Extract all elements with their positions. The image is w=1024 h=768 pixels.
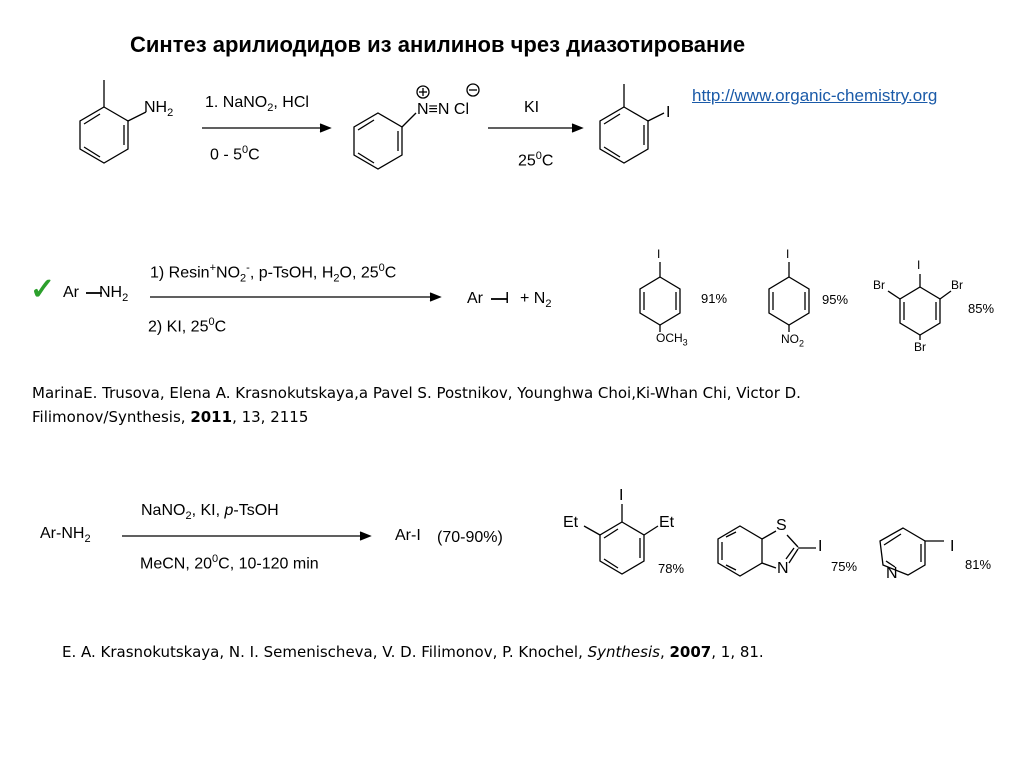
example-nitro-no2: $NO_2$ [781,332,805,349]
scheme2-conditions-line2: 2) KI, $25^0C$ [148,316,227,336]
example-anisole-och3: $OCH_3$ [656,331,688,348]
toluidine-ring [80,80,146,163]
scheme2-conditions-line1: 1) $Resin^+NO_2^-$, p-TsOH, $H_2O$, $25^0C$ [150,262,397,285]
source-link[interactable]: http://www.organic-chemistry.org [692,86,938,105]
iodoanisole-ring [640,262,680,332]
tribromoiodobenzene-ring [888,274,951,340]
reference-1-line2: Filimonov/Synthesis, 2011, 13, 2115 [32,408,309,426]
ki-reagent: KI [524,99,540,116]
example-benzothiazole-iodo: I [818,538,823,555]
iodotoluene-ring [600,84,664,163]
example-diethyl-et-right: Et [659,514,675,531]
example-tribromo-br-left: Br [873,278,885,292]
iodo-label: I [666,104,671,121]
page-title: Синтез арилиодидов из анилинов чрез диазотирование [130,32,746,57]
scheme3-conditions-bottom: MeCN, $20^0C$, 10-120 min [140,553,319,573]
yield-78: 78% [658,561,685,576]
ari-product-2: Ar-I [395,527,421,544]
example-pyridine-iodo: I [950,538,955,555]
reference-1-line1: MarinaE. Trusova, Elena A. Krasnokutskaya,a Pavel S. Postnikov, Younghwa Choi,Ki-Whan Chi, Victor D. [32,384,801,402]
yield-95: 95% [822,292,849,307]
step2-conditions: $25^0C$ [518,150,554,170]
example-anisole-iodo: I [657,247,661,261]
diazonium-ring [354,113,416,169]
arnh2-reactant: Ar $NH_2$ [63,284,129,305]
scheme3-conditions-top: NaNO$_2$, KI, p-TsOH [141,502,279,523]
ari-product: Ar I [467,290,510,307]
scheme3-yield-range: (70-90%) [437,529,503,546]
diethyliodobenzene-ring [584,504,658,574]
aniline-nh2-label: $NH_2$ [144,99,174,120]
n2-byproduct: + $N_2$ [520,290,552,311]
example-pyridine-n: N [886,565,898,582]
yield-85: 85% [968,301,995,316]
yield-75: 75% [831,559,858,574]
arnh2-reactant-2: $Ar-NH_2$ [40,525,91,546]
diazonium-label: N≡N Cl [417,101,469,118]
example-diethyl-iodo: I [619,487,624,504]
example-tribromo-br-right: Br [951,278,963,292]
example-benzothiazole-s: S [776,517,787,534]
yield-81: 81% [965,557,992,572]
reference-2: E. A. Krasnokutskaya, N. I. Semenischeva, V. D. Filimonov, P. Knochel, Synthesis, 2007, 1, 81. [62,643,764,661]
iodobenzothiazole-ring [718,526,816,576]
example-tribromo-iodo: I [917,258,921,272]
example-tribromo-br-bottom: Br [914,340,926,354]
yield-91: 91% [701,291,728,306]
example-nitro-iodo: I [786,247,790,261]
iodonitrobenzene-ring [769,262,809,332]
step1-reagent: 1. NaNO$_2$, HCl [205,94,309,115]
checkmark-icon: ✓ [30,273,56,306]
reference-1 [32,381,801,429]
example-benzothiazole-n: N [777,560,789,577]
example-diethyl-et-left: Et [563,514,579,531]
step1-conditions: $0 - 5^0C$ [210,144,260,164]
